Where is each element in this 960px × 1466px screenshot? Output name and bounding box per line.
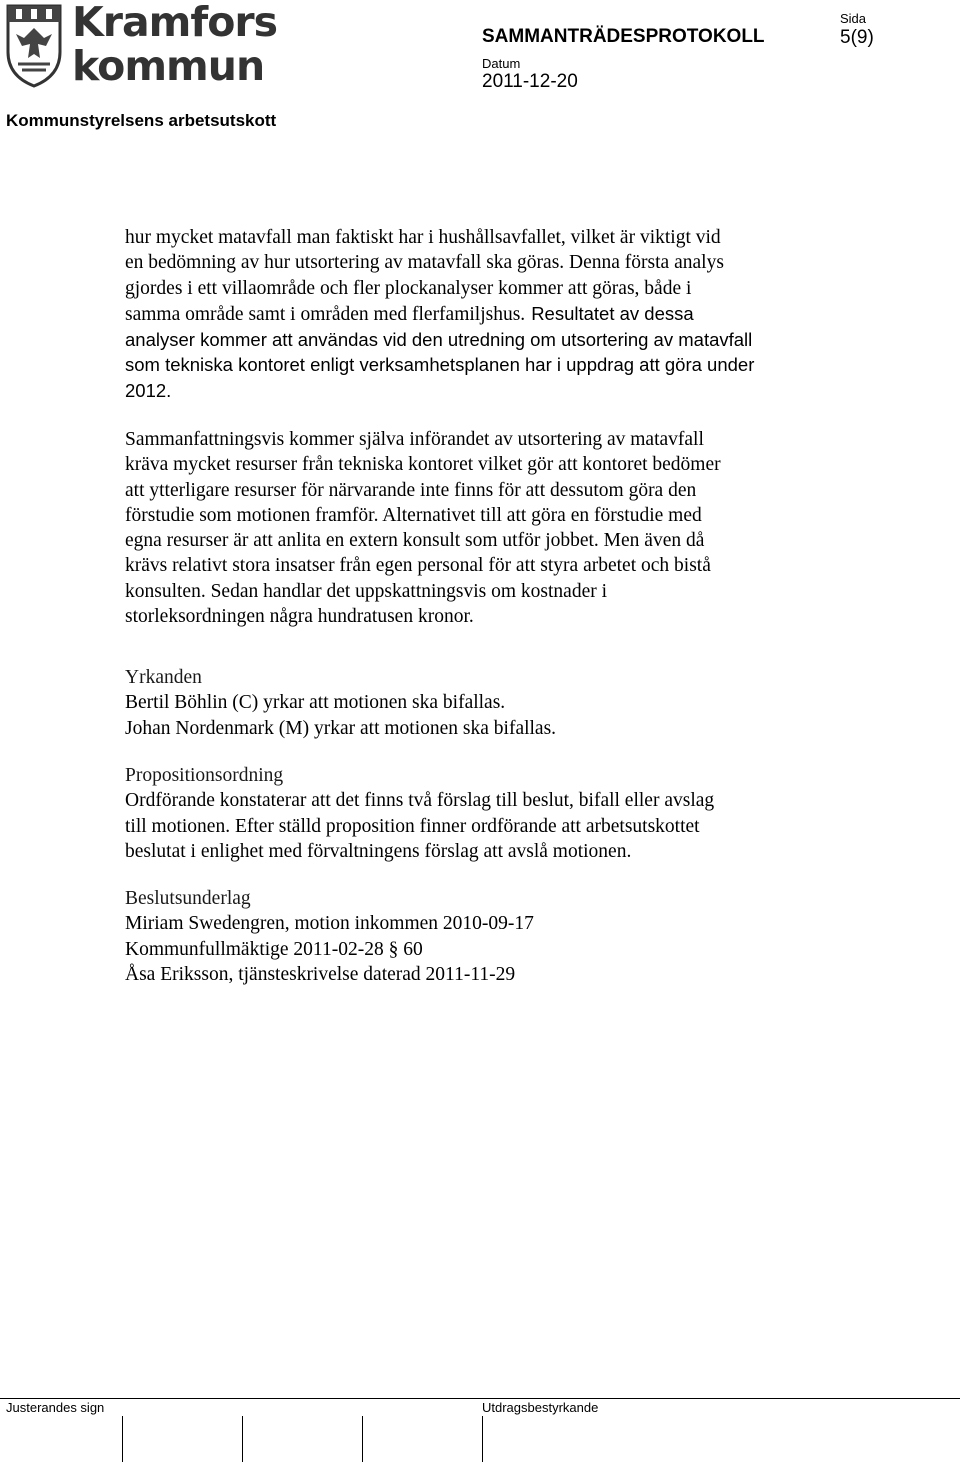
text-line: Johan Nordenmark (M) yrkar att motionen ska bifallas. [125,717,557,739]
paragraph-analysis [125,225,825,403]
text-line: till motionen. Efter ställd proposition finner ordförande att arbetsutskottet [125,815,700,837]
text-line: samma område samt i områden med flerfamiljshus. Resultatet av dessa [125,302,694,325]
coat-of-arms-icon [4,2,64,88]
text-line: egna resurser är att anlita en extern konsult som utför jobbet. Men även då [125,530,705,552]
text-line: konsulten. Sedan handlar det uppskattningsvis om kostnader i [125,580,608,602]
signature-box-divider [242,1416,243,1462]
text-line: Ordförande konstaterar att det finns två förslag till beslut, bifall eller avslag [125,790,715,812]
text-line: beslutat i enlighet med förvaltningens förslag att avslå motionen. [125,840,632,862]
text-line: gjordes i ett villaområde och fler plockanalyser kommer att göras, både i [125,277,692,299]
text-line: Bertil Böhlin (C) yrkar att motionen ska bifallas. [125,692,506,714]
footer-divider [0,1398,960,1399]
committee-name: Kommunstyrelsens arbetsutskott [6,111,277,130]
section-yrkanden [125,665,825,741]
signature-box-divider [122,1416,123,1462]
section-propositionsordning [125,763,825,864]
text-line-sans: Resultatet av dessa [531,302,694,324]
text-line: Åsa Eriksson, tjänsteskrivelse daterad 2011-11-29 [125,963,516,985]
footer-justerandes-sign-label: Justerandes sign [6,1400,105,1415]
text-line: Miriam Swedengren, motion inkommen 2010-09-17 [125,913,534,935]
section-heading: Yrkanden [125,667,202,688]
text-line: krävs relativt stora insatser från egen personal för att styra arbetet och bistå [125,555,711,577]
kramfors-kommun-logo [4,0,278,90]
signature-box-divider [362,1416,363,1462]
section-heading: Propositionsordning [125,765,284,786]
text-line: en bedömning av hur utsortering av matavfall ska göras. Denna första analys [125,252,724,274]
text-line: att ytterligare resurser för närvarande inte finns för att dessutom göra den [125,479,697,501]
document-title: SAMMANTRÄDESPROTOKOLL [482,26,765,47]
text-line: analyser kommer att användas vid den utredning om utsortering av matavfall [125,329,753,351]
logo-wordmark-line2: kommun [72,42,265,90]
section-heading: Beslutsunderlag [125,888,251,909]
date-value: 2011-12-20 [482,71,578,92]
text-line: storleksordningen några hundratusen kronor. [125,606,474,628]
date-label: Datum [482,56,521,71]
logo-wordmark-line1: Kramfors [72,0,278,46]
text-line: 2012. [125,379,172,401]
text-line: förstudie som motionen framför. Alternativet till att göra en förstudie med [125,504,702,526]
section-beslutsunderlag [125,886,825,987]
text-line: Kommunfullmäktige 2011-02-28 § 60 [125,938,423,960]
text-line: hur mycket matavfall man faktiskt har i hushållsavfallet, vilket är viktigt vid [125,227,721,248]
footer-utdragsbestyrkande-label: Utdragsbestyrkande [482,1400,599,1415]
text-line: som tekniska kontoret enligt verksamhetsplanen har i uppdrag att göra under [125,354,755,376]
page-number: 5(9) [840,27,874,48]
signature-box-divider [482,1416,483,1462]
text-line: kräva mycket resurser från tekniska kontoret vilket gör att kontoret bedömer [125,454,721,476]
text-line: Sammanfattningsvis kommer själva införandet av utsortering av matavfall [125,429,704,450]
page-label: Sida [840,11,867,26]
paragraph-summary [125,427,825,629]
